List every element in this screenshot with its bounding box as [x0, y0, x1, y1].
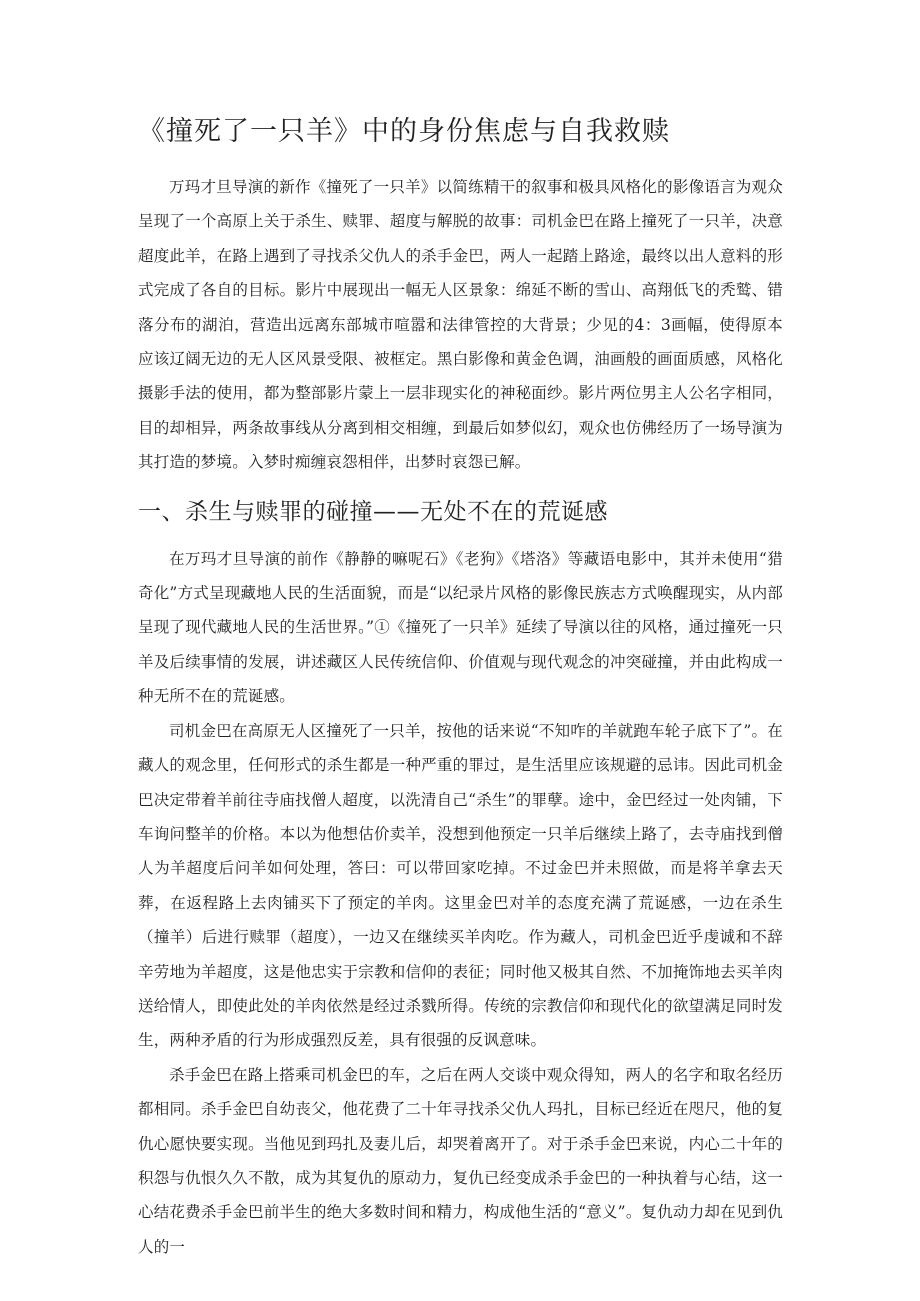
- document-title: 《撞死了一只羊》中的身份焦虑与自我救赎: [138, 116, 670, 147]
- body-paragraph: 司机金巴在高原无人区撞死了一只羊，按他的话来说“不知咋的羊就跑车轮子底下了”。在藏人的观念里，任何形式的杀生都是一种严重的罪过，是生活里应该规避的忌讳。因此司机金巴决定带着羊前往寺庙找僧人超度，以洗清自己“杀生”的罪孽。途中，金巴经过一处肉铺，下车询问整羊的价格。本以为他想估价卖羊，没想到他预定一只羊后继续上路了，去寺庙找到僧人为羊超度后问羊如何处理，答曰：可以带回家吃掉。不过金巴并未照做，而是将羊拿去天葬，在返程路上去肉铺买下了预定的羊肉。这里金巴对羊的态度充满了荒诞感，一边在杀生（撞羊）后进行赎罪（超度），一边又在继续买羊肉吃。作为藏人，司机金巴近乎虔诚和不辞辛劳地为羊超度，这是他忠实于宗教和信仰的表征；同时他又极其自然、不加掩饰地去买羊肉送给情人，即使此处的羊肉依然是经过杀戮所得。传统的宗教信仰和现代化的欲望满足同时发生，两种矛盾的行为形成强烈反差，具有很强的反讽意味。: [138, 721, 783, 1050]
- document-page: [138, 112, 783, 1264]
- intro-paragraph: 万玛才旦导演的新作《撞死了一只羊》以简练精干的叙事和极具风格化的影像语言为观众呈现了一个高原上关于杀生、赎罪、超度与解脱的故事：司机金巴在路上撞死了一只羊，决意超度此羊，在路上遇到了寻找杀父仇人的杀手金巴，两人一起踏上路途，最终以出人意料的形式完成了各自的目标。影片中展现出一幅无人区景象：绵延不断的雪山、高翔低飞的秃鹫、错落分布的湖泊，营造出远离东部城市喧嚣和法律管控的大背景；少见的4：3画幅，使得原本应该辽阔无边的无人区风景受限、被框定。黑白影像和黄金色调，油画般的画面质感，风格化摄影手法的使用，都为整部影片蒙上一层非现实化的神秘面纱。影片两位男主人公名字相同，目的却相异，两条故事线从分离到相交相缠，到最后如梦似幻，观众也仿佛经历了一场导演为其打造的梦境。入梦时痴缠哀怨相伴，出梦时哀怨已解。: [138, 178, 783, 472]
- body-paragraph: 在万玛才旦导演的前作《静静的嘛呢石》《老狗》《塔洛》等藏语电影中，其并未使用“猎奇化”方式呈现藏地人民的生活面貌，而是“以纪录片风格的影像民族志方式唤醒现实，从内部呈现了现代藏地人民的生活世界。”①《撞死了一只羊》延续了导演以往的风格，通过撞死一只羊及后续事情的发展，讲述藏区人民传统信仰、价值观与现代观念的冲突碰撞，并由此构成一种无所不在的荒诞感。: [138, 549, 783, 706]
- body-paragraph: 杀手金巴在路上搭乘司机金巴的车，之后在两人交谈中观众得知，两人的名字和取名经历都相同。杀手金巴自幼丧父，他花费了二十年寻找杀父仇人玛扎，目标已经近在咫尺，他的复仇心愿快要实现。当他见到玛扎及妻儿后，却哭着离开了。对于杀手金巴来说，内心二十年的积怨与仇恨久久不散，成为其复仇的原动力，复仇已经变成杀手金巴的一种执着与心结，这一心结花费杀手金巴前半生的绝大多数时间和精力，构成他生活的“意义”。复仇动力却在见到仇人的一: [138, 1065, 783, 1256]
- section-heading: 一、杀生与赎罪的碰撞——无处不在的荒诞感: [138, 498, 608, 525]
